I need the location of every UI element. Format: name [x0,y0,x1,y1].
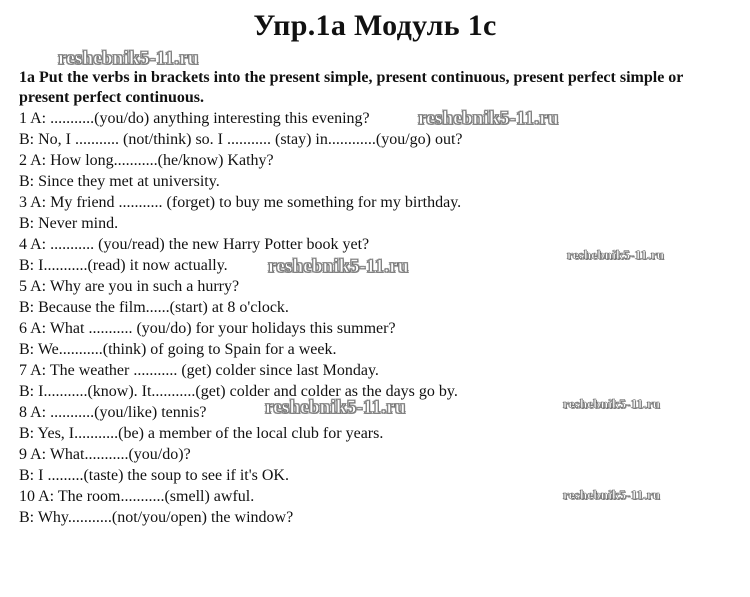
exercise-line-6b: B: We...........(think) of going to Spain for a week. [19,341,337,358]
exercise-line-9b: B: I .........(taste) the soup to see if it's OK. [19,467,289,484]
exercise-line-7a: 7 A: The weather ........... (get) colder since last Monday. [19,362,379,379]
exercise-line-8b: B: Yes, I...........(be) a member of the local club for years. [19,425,384,442]
watermark: reshebnik5-11.ru [563,487,661,502]
exercise-line-1b: B: No, I ........... (not/think) so. I ........... (stay) in............(you/go) out? [19,131,463,148]
watermark: reshebnik5-11.ru [563,396,661,411]
exercise-line-3a: 3 A: My friend ........... (forget) to buy me something for my birthday. [19,194,462,211]
exercise-line-4a: 4 A: ........... (you/read) the new Harry Potter book yet? [19,236,370,253]
watermark: reshebnik5-11.ru [265,397,406,418]
exercise-line-2a: 2 A: How long...........(he/know) Kathy? [19,152,274,169]
exercise-line-1a: 1 A: ...........(you/do) anything interesting this evening? [19,110,370,127]
exercise-instruction: 1a Put the verbs in brackets into the present simple, present continuous, present perfect simple or present perfect continuous. [19,69,684,106]
exercise-line-4b: B: I...........(read) it now actually. [19,257,228,274]
exercise-line-5a: 5 A: Why are you in such a hurry? [19,278,240,295]
exercise-line-9a: 9 A: What...........(you/do)? [19,446,191,463]
page-title: Упр.1а Модуль 1с [253,9,497,42]
watermark: reshebnik5-11.ru [268,256,409,277]
exercise-line-5b: B: Because the film......(start) at 8 o'clock. [19,299,289,316]
watermark: reshebnik5-11.ru [58,48,199,69]
exercise-line-6a: 6 A: What ........... (you/do) for your holidays this summer? [19,320,396,337]
exercise-line-10b: B: Why...........(not/you/open) the window? [19,509,294,526]
exercise-line-2b: B: Since they met at university. [19,173,220,190]
exercise-line-8a: 8 A: ...........(you/like) tennis? [19,404,207,421]
exercise-line-7b: B: I...........(know). It...........(get) colder and colder as the days go by. [19,383,458,400]
exercise-line-3b: B: Never mind. [19,215,119,232]
watermark: reshebnik5-11.ru [567,247,665,262]
exercise-line-10a: 10 A: The room...........(smell) awful. [19,488,255,505]
watermark: reshebnik5-11.ru [418,108,559,129]
